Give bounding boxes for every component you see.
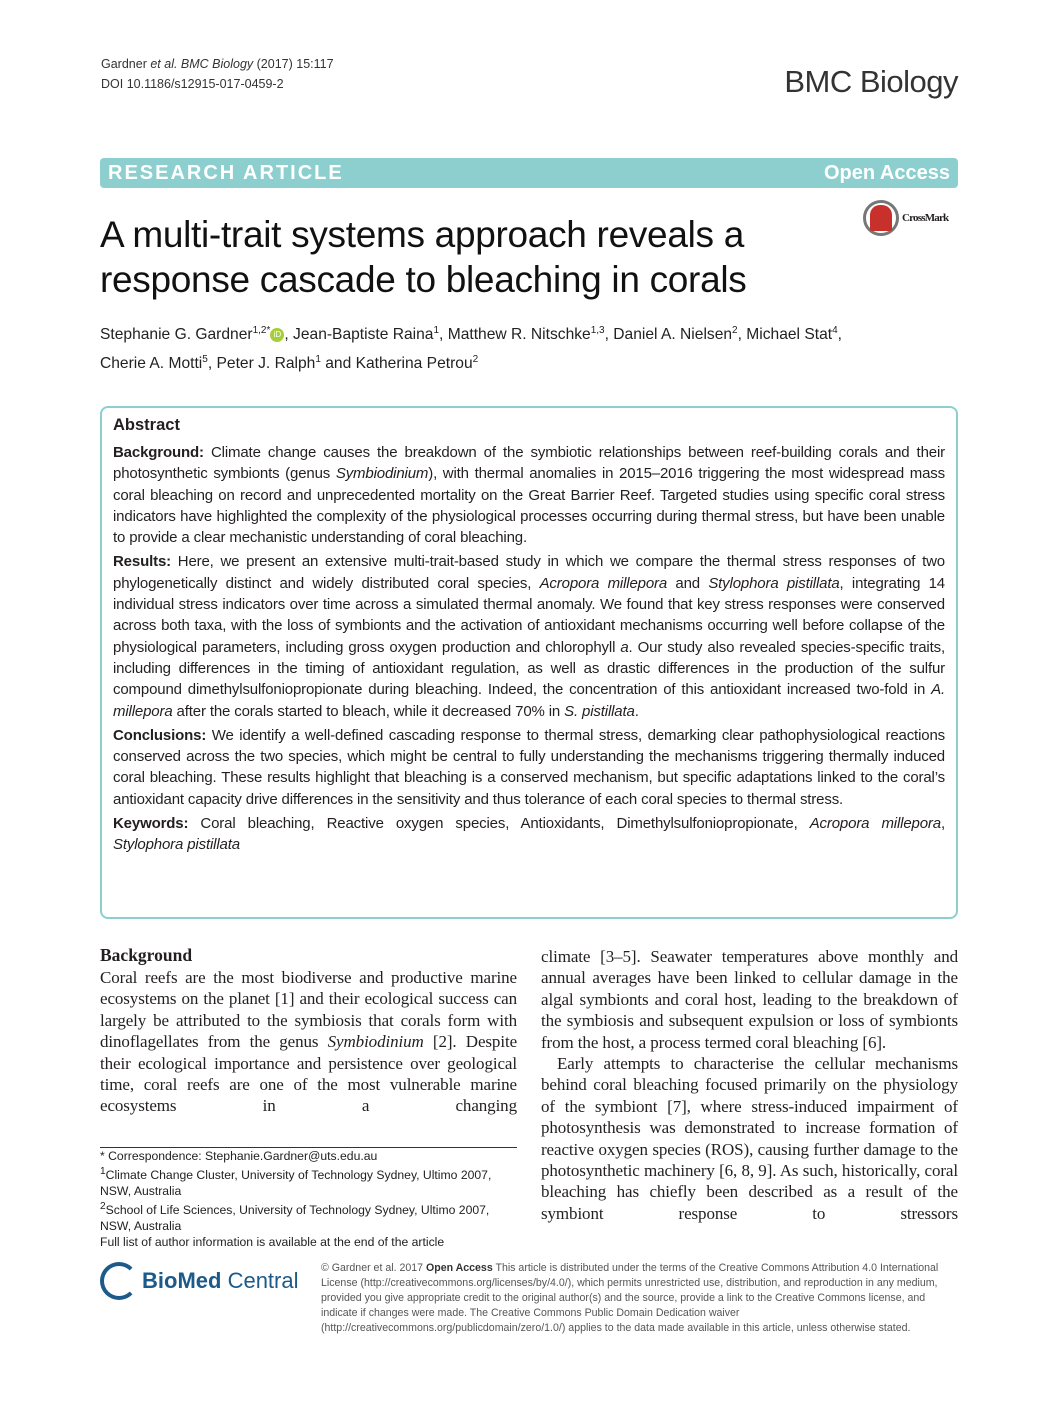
- text-segment: ,: [940, 815, 945, 833]
- author-name[interactable]: Daniel A. Nielsen: [613, 326, 733, 344]
- text-segment: Symbiodinium: [327, 1032, 424, 1052]
- author-affiliation: 5: [202, 354, 208, 366]
- author-affiliation: 1,3: [590, 325, 605, 336]
- author-affiliation: 1: [315, 354, 321, 366]
- biomed-logo-icon: [100, 1262, 138, 1300]
- text-segment: Acropora millepora: [539, 574, 668, 592]
- abstract-section-label: Results:: [113, 553, 171, 571]
- abstract-section-label: Background:: [113, 444, 204, 461]
- text-segment: S. pistillata: [564, 702, 635, 720]
- body-paragraph: climate [3–5]. Seawater temperatures above monthly and annual averages have been linked to cellular damage in the algal symbionts and coral host, leading to the breakdown of the symbiosis and subsequent expulsion or loss of symbionts from the host, a process termed coral bleaching [6].: [541, 947, 958, 1052]
- journal-name: BMC Biology: [784, 64, 958, 99]
- author-name[interactable]: Katherina Petrou: [355, 355, 473, 373]
- body-paragraph: Early attempts to characterise the cellular mechanisms behind coral bleaching focused primarily on the physiology of the symbiont [7], where stress-induced impairment of photosynthesis was demonstrated to increase formation of reactive oxygen species (ROS), causing further damage to the photosynthetic machinery [6, 8, 9]. As such, historically, coral bleaching has chiefly been described as a result of the symbiont response to stressors: [541, 1054, 958, 1223]
- text-segment: Acropora millepora: [809, 815, 941, 833]
- text-segment: Stylophora pistillata: [708, 574, 840, 592]
- author-name[interactable]: Peter J. Ralph: [216, 355, 316, 373]
- text-segment: Climate change causes the breakdown of the symbiotic relationships between reef-building corals and their photosynthetic symbionts (genus: [113, 444, 945, 483]
- text-segment: We identify a well-defined cascading response to thermal stress, demarking clear pathophysiological reactions conserved across the two species, which might be central to fully understanding the mechanisms triggering thermally induced coral bleaching. These results highlight that bleaching is a conserved mechanism, but specific adaptations linked to the coral’s antioxidant capacity drive differences in the sensitivity and thus tolerance of each coral species to thermal stress.: [113, 726, 945, 808]
- right-column: [541, 946, 958, 1224]
- article-title: A multi-trait systems approach reveals a response cascade to bleaching in corals: [100, 214, 747, 300]
- footnotes: [100, 1148, 517, 1250]
- left-column-text: [100, 967, 517, 1117]
- affiliation-2: $^2$School of Life Sciences, University of Technology Sydney, Ultimo 2007, NSW, Australia: [100, 1201, 490, 1234]
- author-name[interactable]: Stephanie G. Gardner: [100, 326, 253, 344]
- doi[interactable]: DOI 10.1186/s12915-017-0459-2: [101, 77, 284, 91]
- abstract-section: [113, 551, 945, 721]
- article-banner: [100, 158, 958, 188]
- abstract-section-label: Conclusions:: [113, 726, 207, 744]
- orcid-icon[interactable]: iD: [270, 328, 284, 342]
- section-heading: Background: [100, 945, 193, 965]
- abstract-section: [113, 813, 945, 856]
- author-name[interactable]: Michael Stat: [746, 326, 833, 344]
- text-segment: . Our study also revealed species-specific traits, including differences in the timing of antioxidant regulation, as well as drastic differences in the production of the sulfur compound dimethylsulfoniopropionate during bleaching. Indeed, the concentration of this antioxidant increased two-fold in: [113, 638, 945, 699]
- text-segment: [2]. Despite their ecological importance and persistence over geological time, coral reefs are one of the most vulnerable marine ecosystems in a changing: [100, 1032, 518, 1116]
- crossmark-label: CrossMark: [902, 212, 949, 224]
- article-type: RESEARCH ARTICLE: [108, 161, 344, 184]
- author-name[interactable]: Jean-Baptiste Raina: [293, 326, 434, 344]
- abstract-box: [100, 406, 958, 919]
- abstract-heading: Abstract: [113, 416, 180, 434]
- affiliation-1: $^1$Climate Change Cluster, University of Technology Sydney, Ultimo 2007, NSW, Australia: [100, 1166, 492, 1199]
- author-affiliation: 1,2*: [252, 325, 271, 336]
- abstract-section: [113, 725, 945, 810]
- text-segment: A. millepora: [113, 681, 945, 720]
- biomed-central-logo: BioMed Central: [100, 1262, 299, 1300]
- crossmark-icon: [863, 200, 899, 236]
- text-segment: .: [634, 702, 639, 720]
- abstract-section-label: Keywords:: [113, 815, 189, 833]
- text-segment: Stylophora pistillata: [113, 836, 240, 854]
- text-segment: Coral reefs are the most biodiverse and productive marine ecosystems on the planet [1] and their ecological success can largely be attributed to the symbiosis that corals form with dinoflagellates from the genus: [100, 968, 517, 1052]
- text-segment: ), with thermal anomalies in 2015–2016 triggering the most widespread mass coral bleaching on record and unprecedented mortality on the Great Barrier Reef. Targeted studies using specific coral stress indicators have highlighted the complexity of the physiological processes occurring during thermal stress, but have been unable to provide a clear mechanistic understanding of coral bleaching.: [113, 465, 945, 547]
- author-name[interactable]: Matthew R. Nitschke: [447, 326, 591, 344]
- abstract-section: [113, 442, 945, 548]
- crossmark-button[interactable]: [863, 200, 948, 236]
- text-segment: Coral bleaching, Reactive oxygen species, Antioxidants, Dimethylsulfoniopropionate,: [188, 815, 810, 833]
- author-affiliation: 1: [433, 325, 440, 336]
- text-segment: Here, we present an extensive multi-trait-based study in which we compare the thermal stress responses of two phylogenetically distinct and widely distributed coral species,: [113, 553, 945, 592]
- text-segment: a: [620, 638, 629, 656]
- author-info-note: Full list of author information is available at the end of the article: [100, 1235, 445, 1250]
- text-segment: and: [667, 574, 709, 592]
- author-name[interactable]: Cherie A. Motti: [100, 355, 203, 373]
- author-affiliation: 2: [472, 354, 479, 366]
- author-affiliation: 4: [832, 325, 838, 336]
- text-segment: Symbiodinium: [335, 465, 429, 483]
- author-affiliation: 2: [732, 325, 738, 336]
- license-text: © Gardner et al. 2017 Open Access This article is distributed under the terms of the Creative Commons Attribution 4.0 International License (http://creativecommons.org/licenses/by/4.0/), which permits unrestricted use, distribution, and reproduction in any medium, provided you give appropriate credit to the original author(s) and the source, provide a link to the Creative Commons license, and indicate if changes were made. The Creative Commons Public Domain Dedication waiver (http://creativecommons.org/publicdomain/zero/1.0/) applies to the data made available in this article, unless otherwise stated.: [321, 1262, 939, 1334]
- correspondence: * Correspondence: Stephanie.Gardner@uts.edu.au: [100, 1149, 378, 1163]
- author-and: and: [325, 355, 352, 373]
- text-segment: , integrating 14 individual stress indicators over time across a simulated thermal anomaly. We found that key stress responses were conserved across both taxa, with the loss of symbionts and the activation of antioxidant mechanisms occurring well before collapse of the physiological parameters, including gross oxygen production and chlorophyll: [113, 574, 945, 656]
- text-segment: after the corals started to bleach, while it decreased 70% in: [172, 702, 565, 720]
- author-list: Stephanie G. Gardner$^{1,2*}$ iD , Jean-Baptiste Raina$^1$, Matthew R. Nitschke$^{1,3}$, Daniel A. Nielsen$^2$, Michael Stat$^4$, Cherie A. Motti$^5$, Peter J. Ralph$^1$ and Katherina Petrou$^2$: [100, 325, 842, 373]
- citation-line: Gardner et al. BMC Biology (2017) 15:117: [101, 57, 334, 71]
- open-access-label: Open Access: [824, 161, 950, 184]
